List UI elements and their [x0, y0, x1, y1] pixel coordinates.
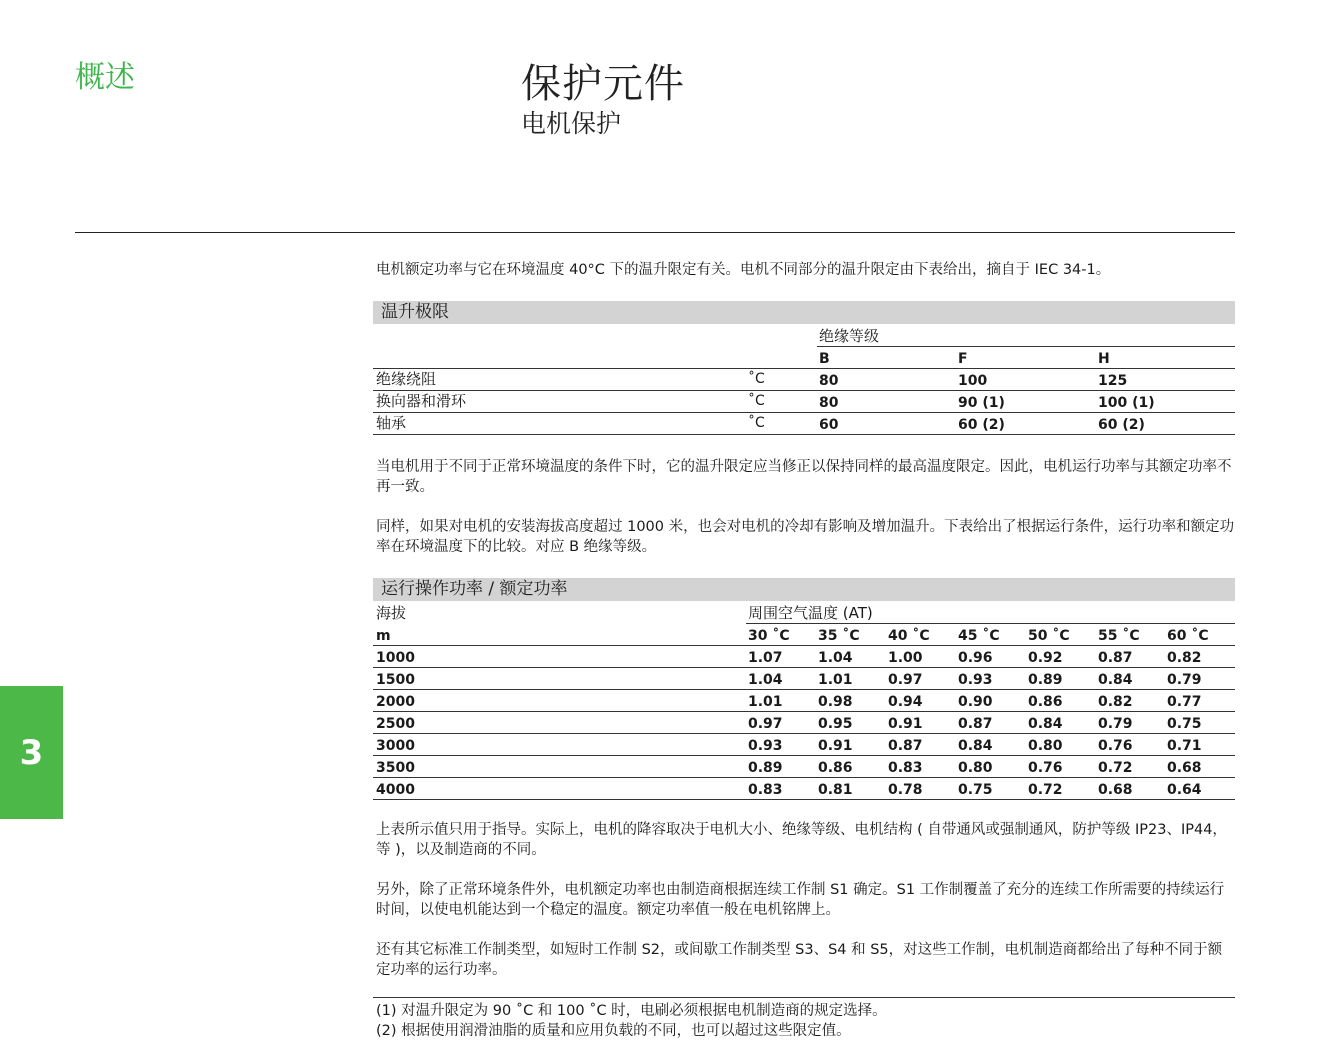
temp-value: 100 (1) — [1098, 395, 1155, 411]
power-ratio-value: 0.90 — [958, 694, 993, 710]
power-ratio-value: 0.89 — [1028, 672, 1063, 688]
footnote-2: (2) 根据使用润滑油脂的质量和应用负载的不同，也可以超过这些限定值。 — [376, 1023, 851, 1039]
temp-value: 100 — [958, 373, 988, 389]
table-rule — [373, 412, 1235, 413]
power-ratio-value: 0.87 — [1098, 650, 1133, 666]
power-ratio-value: 0.93 — [958, 672, 993, 688]
page-subtitle: 电机保护 — [521, 109, 622, 138]
temp-column-header: 55 ˚C — [1098, 628, 1140, 644]
power-ratio-value: 0.80 — [958, 760, 993, 776]
temp-value: 80 — [819, 373, 839, 389]
intro-paragraph: 电机额定功率与它在环境温度 40°C 下的温升限定有关。电机不同部分的温升限定由下表给出，摘自于 IEC 34-1。 — [376, 262, 1111, 278]
temp-row-name: 绝缘绕阻 — [376, 370, 437, 388]
temp-column-header: 35 ˚C — [818, 628, 860, 644]
power-ratio-value: 1.00 — [888, 650, 923, 666]
temp-value: 60 (2) — [958, 417, 1005, 433]
table-rule — [373, 755, 1235, 756]
power-ratio-value: 0.97 — [888, 672, 923, 688]
table-rule — [373, 434, 1235, 435]
altitude-header: 海拔 — [376, 604, 407, 622]
temp-value: 60 — [819, 417, 839, 433]
power-ratio-value: 0.98 — [818, 694, 853, 710]
temp-row-unit: ˚C — [748, 393, 765, 409]
power-ratio-value: 0.84 — [958, 738, 993, 754]
power-ratio-value: 1.04 — [748, 672, 783, 688]
power-ratio-value: 0.68 — [1098, 782, 1133, 798]
altitude-value: 4000 — [376, 782, 415, 798]
power-ratio-value: 0.64 — [1167, 782, 1202, 798]
power-ratio-value: 0.77 — [1167, 694, 1202, 710]
altitude-value: 2500 — [376, 716, 415, 732]
header-divider — [75, 232, 1235, 233]
temp-row-name: 换向器和滑环 — [376, 392, 467, 410]
footnote-1: (1) 对温升限定为 90 ˚C 和 100 ˚C 时，电刷必须根据电机制造商的规定选择。 — [376, 1003, 887, 1019]
power-ratio-value: 0.93 — [748, 738, 783, 754]
temp-value: 80 — [819, 395, 839, 411]
insulation-class-header: 绝缘等级 — [819, 327, 880, 345]
power-ratio-value: 0.78 — [888, 782, 923, 798]
paragraph-other-duty: 还有其它标准工作制类型，如短时工作制 S2，或间歇工作制类型 S3、S4 和 S5，对这些工作制，电机制造商都给出了每种不同于额定功率的运行功率。 — [376, 942, 1223, 978]
power-ratio-value: 0.71 — [1167, 738, 1202, 754]
power-ratio-value: 1.07 — [748, 650, 783, 666]
power-ratio-value: 0.76 — [1098, 738, 1133, 754]
page-title: 保护元件 — [521, 61, 685, 107]
insulation-class-b: B — [819, 351, 830, 367]
temp-value: 60 (2) — [1098, 417, 1145, 433]
power-ratio-value: 1.01 — [748, 694, 783, 710]
power-ratio-value: 0.94 — [888, 694, 923, 710]
insulation-class-f: F — [958, 351, 968, 367]
table-rule — [373, 390, 1235, 391]
paragraph-altitude: 同样，如果对电机的安装海拔高度超过 1000 米，也会对电机的冷却有影响及增加温升。下表给出了根据运行条件，运行功率和额定功率在环境温度下的比较。对应 B 绝缘等级。 — [376, 519, 1235, 555]
power-ratio-value: 0.96 — [958, 650, 993, 666]
temp-row-unit: ˚C — [748, 415, 765, 431]
table-rule — [817, 346, 1235, 347]
temp-column-header: 50 ˚C — [1028, 628, 1070, 644]
temp-column-header: 45 ˚C — [958, 628, 1000, 644]
power-ratio-value: 0.68 — [1167, 760, 1202, 776]
paragraph-s1-duty: 另外，除了正常环境条件外，电机额定功率也由制造商根据连续工作制 S1 确定。S1 工作制覆盖了充分的连续工作所需要的持续运行时间，以使电机能达到一个稳定的温度。额定功率值一般在电机铭牌上。 — [376, 882, 1225, 918]
power-ratio-value: 0.83 — [888, 760, 923, 776]
power-ratio-value: 0.97 — [748, 716, 783, 732]
power-ratio-value: 0.86 — [1028, 694, 1063, 710]
power-ratio-value: 0.95 — [818, 716, 853, 732]
power-ratio-value: 0.91 — [888, 716, 923, 732]
power-ratio-value: 0.76 — [1028, 760, 1063, 776]
altitude-value: 3000 — [376, 738, 415, 754]
power-ratio-value: 0.82 — [1098, 694, 1133, 710]
insulation-class-h: H — [1098, 351, 1110, 367]
table-rule — [373, 733, 1235, 734]
power-ratio-value: 0.86 — [818, 760, 853, 776]
table-rule — [373, 689, 1235, 690]
power-ratio-value: 0.92 — [1028, 650, 1063, 666]
section-label: 概述 — [75, 60, 135, 95]
paragraph-guidance: 上表所示值只用于指导。实际上，电机的降容取决于电机大小、绝缘等级、电机结构 ( 自带通风或强制通风，防护等级 IP23、IP44，等 )，以及制造商的不同。 — [376, 822, 1227, 858]
temp-value: 125 — [1098, 373, 1128, 389]
ambient-temp-header: 周围空气温度 (AT) — [748, 604, 873, 622]
temp-table-title: 温升极限 — [373, 301, 1235, 324]
table-rule — [373, 667, 1235, 668]
power-ratio-value: 0.89 — [748, 760, 783, 776]
footnote-divider — [373, 997, 1235, 998]
power-ratio-value: 0.87 — [888, 738, 923, 754]
power-ratio-value: 1.04 — [818, 650, 853, 666]
power-ratio-value: 0.75 — [958, 782, 993, 798]
power-ratio-value: 0.82 — [1167, 650, 1202, 666]
temp-value: 90 (1) — [958, 395, 1005, 411]
temp-column-header: 30 ˚C — [748, 628, 790, 644]
power-ratio-value: 0.75 — [1167, 716, 1202, 732]
power-ratio-value: 0.87 — [958, 716, 993, 732]
chapter-tab — [0, 686, 63, 819]
altitude-value: 2000 — [376, 694, 415, 710]
power-ratio-value: 0.80 — [1028, 738, 1063, 754]
table-rule — [373, 711, 1235, 712]
table-rule — [373, 368, 1235, 369]
power-table-title: 运行操作功率 / 额定功率 — [373, 578, 1235, 601]
table-rule — [373, 645, 1235, 646]
altitude-value: 1500 — [376, 672, 415, 688]
power-ratio-value: 0.79 — [1098, 716, 1133, 732]
power-ratio-value: 0.84 — [1028, 716, 1063, 732]
chapter-number: 3 — [19, 732, 44, 773]
power-ratio-value: 0.79 — [1167, 672, 1202, 688]
power-ratio-value: 0.91 — [818, 738, 853, 754]
power-ratio-value: 0.72 — [1098, 760, 1133, 776]
altitude-unit: m — [376, 628, 391, 644]
power-ratio-value: 0.81 — [818, 782, 853, 798]
altitude-value: 3500 — [376, 760, 415, 776]
power-ratio-value: 0.83 — [748, 782, 783, 798]
paragraph-ambient: 当电机用于不同于正常环境温度的条件下时，它的温升限定应当修正以保持同样的最高温度限定。因此，电机运行功率与其额定功率不再一致。 — [376, 459, 1232, 495]
table-rule — [746, 623, 1235, 624]
table-rule — [373, 777, 1235, 778]
power-ratio-value: 0.84 — [1098, 672, 1133, 688]
power-ratio-value: 0.72 — [1028, 782, 1063, 798]
power-ratio-value: 1.01 — [818, 672, 853, 688]
temp-row-unit: ˚C — [748, 371, 765, 387]
table-rule — [373, 799, 1235, 800]
temp-column-header: 60 ˚C — [1167, 628, 1209, 644]
temp-row-name: 轴承 — [376, 414, 407, 432]
temp-column-header: 40 ˚C — [888, 628, 930, 644]
altitude-value: 1000 — [376, 650, 415, 666]
